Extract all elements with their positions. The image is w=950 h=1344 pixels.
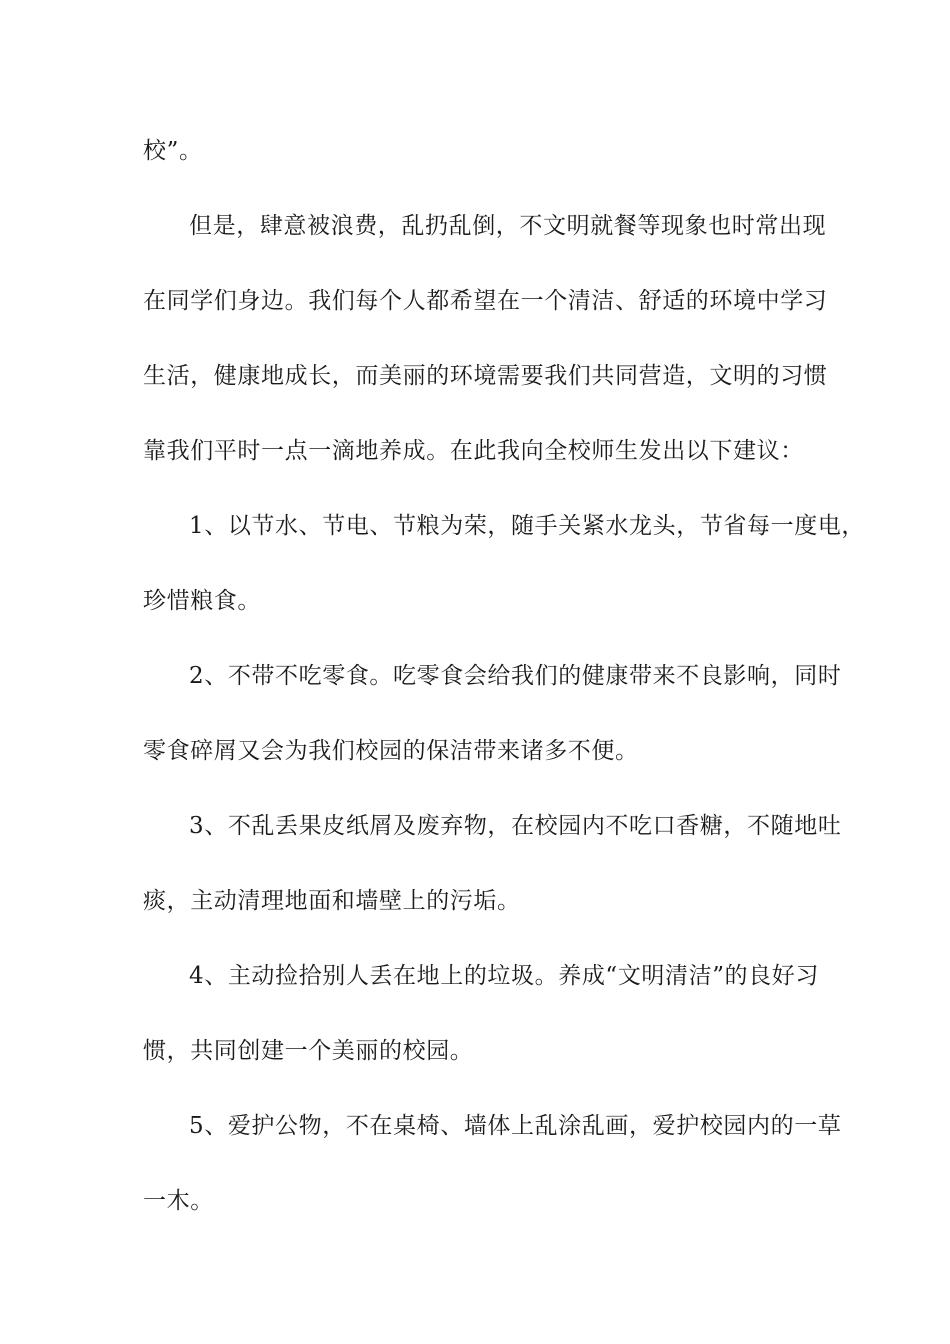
text-line: 零食碎屑又会为我们校园的保洁带来诸多不便。 bbox=[143, 738, 639, 764]
list-item-2-line: 2、不带不吃零食。吃零食会给我们的健康带来不良影响，同时 bbox=[189, 663, 842, 689]
text-line: 珍惜粮食。 bbox=[143, 588, 261, 614]
paragraph-start-line: 但是，肆意被浪费，乱扔乱倒，不文明就餐等现象也时常出现 bbox=[189, 213, 827, 239]
list-item-1-line: 1、以节水、节电、节粮为荣，随手关紧水龙头，节省每一度电， bbox=[189, 513, 866, 539]
text-line: 校”。 bbox=[143, 138, 203, 164]
text-line: 痰，主动清理地面和墙壁上的污垢。 bbox=[143, 888, 521, 914]
list-item-4-line: 4、主动捡拾别人丢在地上的垃圾。养成“文明清洁”的良好习 bbox=[189, 963, 819, 989]
text-line: 靠我们平时一点一滴地养成。在此我向全校师生发出以下建议： bbox=[143, 438, 804, 464]
text-line: 在同学们身边。我们每个人都希望在一个清洁、舒适的环境中学习 bbox=[143, 288, 828, 314]
text-line: 一木。 bbox=[143, 1188, 214, 1214]
list-item-3-line: 3、不乱丢果皮纸屑及废弃物，在校园内不吃口香糖，不随地吐 bbox=[189, 813, 842, 839]
text-line: 惯，共同创建一个美丽的校园。 bbox=[143, 1038, 474, 1064]
list-item-5-line: 5、爱护公物，不在桌椅、墙体上乱涂乱画，爱护校园内的一草 bbox=[189, 1113, 842, 1139]
text-line: 生活，健康地成长，而美丽的环境需要我们共同营造，文明的习惯 bbox=[143, 363, 828, 389]
